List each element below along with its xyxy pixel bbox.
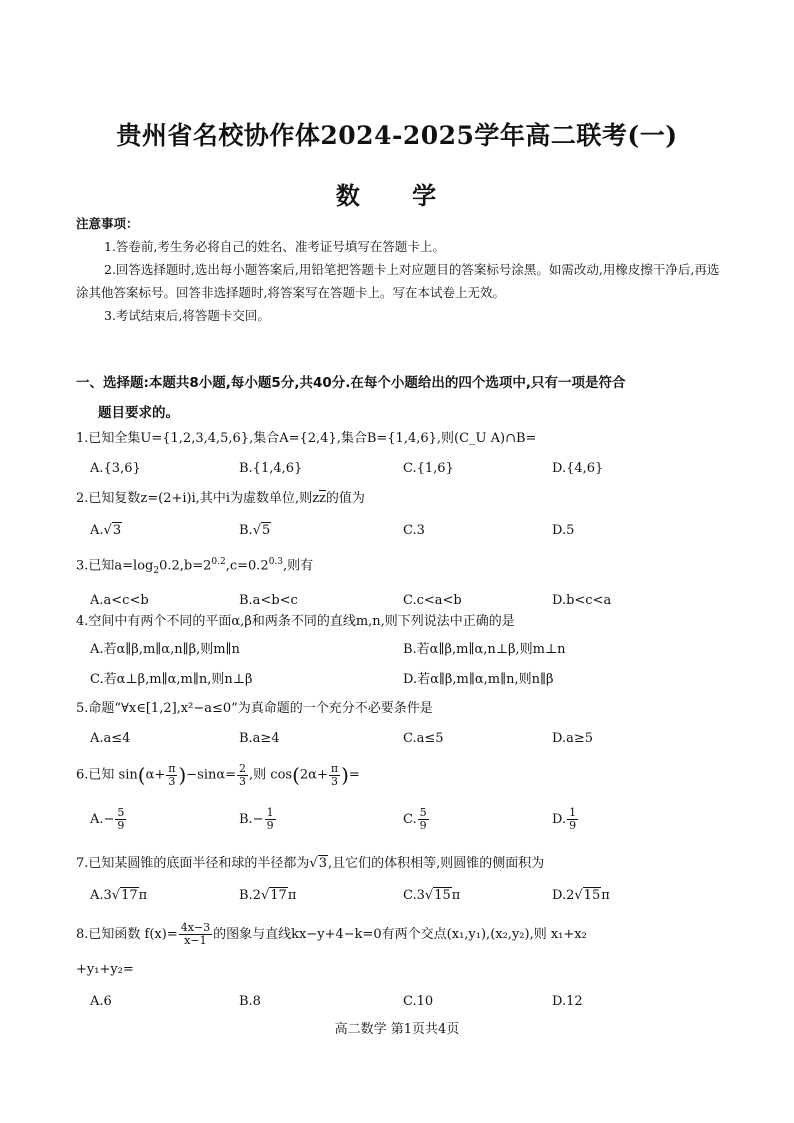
question-1-stem: 1.已知全集U={1,2,3,4,5,6},集合A={2,4},集合B={1,4,6},则(C_U A)∩B= <box>76 431 537 446</box>
q6-option-b: B.− $\frac{1}{9}$ <box>239 805 274 832</box>
q3-option-a: A.a<c<b <box>90 592 149 608</box>
subject-title: 数 学 <box>335 181 459 210</box>
question-5-stem: 5.命题“∀x∈[1,2],x²−a≤0”为真命题的一个充分不必要条件是 <box>76 701 433 716</box>
question-8-stem: 8.已知函数 f(x)= $\frac{4x-3}{x-1}$ 的图象与直线kx−y+4−k=0有两个交点(x₁,y₁),(x₂,y₂),则 x₁+x₂ <box>76 921 587 947</box>
question-2 <box>76 489 726 541</box>
q1-option-a: A.{3,6} <box>90 461 141 476</box>
notice-item-1: 1.答卷前,考生务必将自己的姓名、准考证号填写在答题卡上。 <box>104 239 445 254</box>
q4-option-b: B.若α∥β,m∥α,n⊥β,则m⊥n <box>403 642 566 657</box>
question-6 <box>76 760 726 837</box>
q8-option-b: B.8 <box>239 994 261 1009</box>
q5-option-d: D.a≥5 <box>552 731 594 746</box>
q7-option-b: B.2√17π <box>239 888 297 903</box>
section-heading <box>76 368 726 428</box>
q8-option-d: D.12 <box>552 994 583 1009</box>
question-5 <box>76 699 726 749</box>
q2-option-b: B.√5 <box>239 523 271 538</box>
q4-option-a: A.若α∥β,m∥α,n∥β,则m∥n <box>90 642 240 657</box>
question-2-stem: 2.已知复数z=(2+i)i,其中i为虚数单位,则$z\overline{z}$的值为 <box>76 491 365 506</box>
q8-option-a: A.6 <box>90 994 112 1009</box>
notice-block <box>76 212 726 327</box>
notice-item-3: 3.考试结束后,将答题卡交回。 <box>104 308 270 323</box>
q5-option-b: B.a≥4 <box>239 731 280 746</box>
q4-option-c: C.若α⊥β,m∥α,m∥n,则n⊥β <box>90 672 253 687</box>
q3-option-b: B.a<b<c <box>239 592 298 608</box>
q1-option-d: D.{4,6} <box>552 461 604 476</box>
question-1 <box>76 429 726 479</box>
notice-heading: 注意事项： <box>76 216 139 231</box>
q3-option-d: D.b<c<a <box>552 592 612 608</box>
q5-option-c: C.a≤5 <box>403 731 444 746</box>
question-4 <box>76 612 726 690</box>
question-8-stem-cont: +y₁+y₂= <box>76 962 134 977</box>
q7-option-a: A.3√17π <box>90 888 148 903</box>
q2-option-c: C.3 <box>403 523 425 538</box>
q1-option-c: C.{1,6} <box>403 461 454 476</box>
question-7 <box>76 854 726 906</box>
q6-option-c: C. $\frac{5}{9}$ <box>403 805 427 832</box>
question-3-stem: 3.已知$a=\log_20.2,b=2^{0.2},c=0.2^{0.3}$,则有 <box>76 557 314 576</box>
page-footer: 高二数学 第1页共4页 <box>334 1022 460 1037</box>
question-8 <box>76 920 726 1012</box>
section-line-2: 题目要求的。 <box>98 405 179 421</box>
question-4-stem: 4.空间中有两个不同的平面α,β和两条不同的直线m,n,则下列说法中正确的是 <box>76 614 515 629</box>
q6-option-d: D. $\frac{1}{9}$ <box>552 805 577 832</box>
q7-option-c: C.3√15π <box>403 888 461 903</box>
q5-option-a: A.a≤4 <box>90 731 131 746</box>
q8-option-c: C.10 <box>403 994 434 1009</box>
conjugate-z: $\overline{z}$ <box>319 491 326 506</box>
q2-option-d: D.5 <box>552 523 575 538</box>
question-7-stem: 7.已知某圆锥的底面半径和球的半径都为√3,且它们的体积相等,则圆锥的侧面积为 <box>76 856 545 871</box>
q2-option-a: A.√3 <box>90 523 122 538</box>
q3-option-c: C.c<a<b <box>403 592 462 608</box>
q6-option-a: A.− $\frac{5}{9}$ <box>90 805 125 832</box>
exam-title: 贵州省名校协作体2024-2025学年高二联考(一) <box>116 121 678 150</box>
section-line-1: 一、选择题:本题共8小题,每小题5分,共40分.在每个小题给出的四个选项中,只有一项是符合 <box>76 375 626 391</box>
q1-option-b: B.{1,4,6} <box>239 461 303 476</box>
q7-option-d: D.2√15π <box>552 888 610 903</box>
question-3 <box>76 552 726 611</box>
q4-option-d: D.若α∥β,m∥α,m∥n,则n∥β <box>403 672 554 687</box>
notice-item-2: 2.回答选择题时,选出每小题答案后,用铅笔把答题卡上对应题目的答案标号涂黑。如需改动,用橡皮擦干净后,再选涂其他答案标号。回答非选择题时,将答案写在答题卡上。写在本试卷上无效。 <box>76 262 720 300</box>
question-6-stem: 6.已知 sin(α+ $\frac{\pi}{3}$ )−sinα= $\frac{2}{3}$ ,则 cos(2α+ $\frac{\pi}{3}$ )= <box>76 761 360 788</box>
